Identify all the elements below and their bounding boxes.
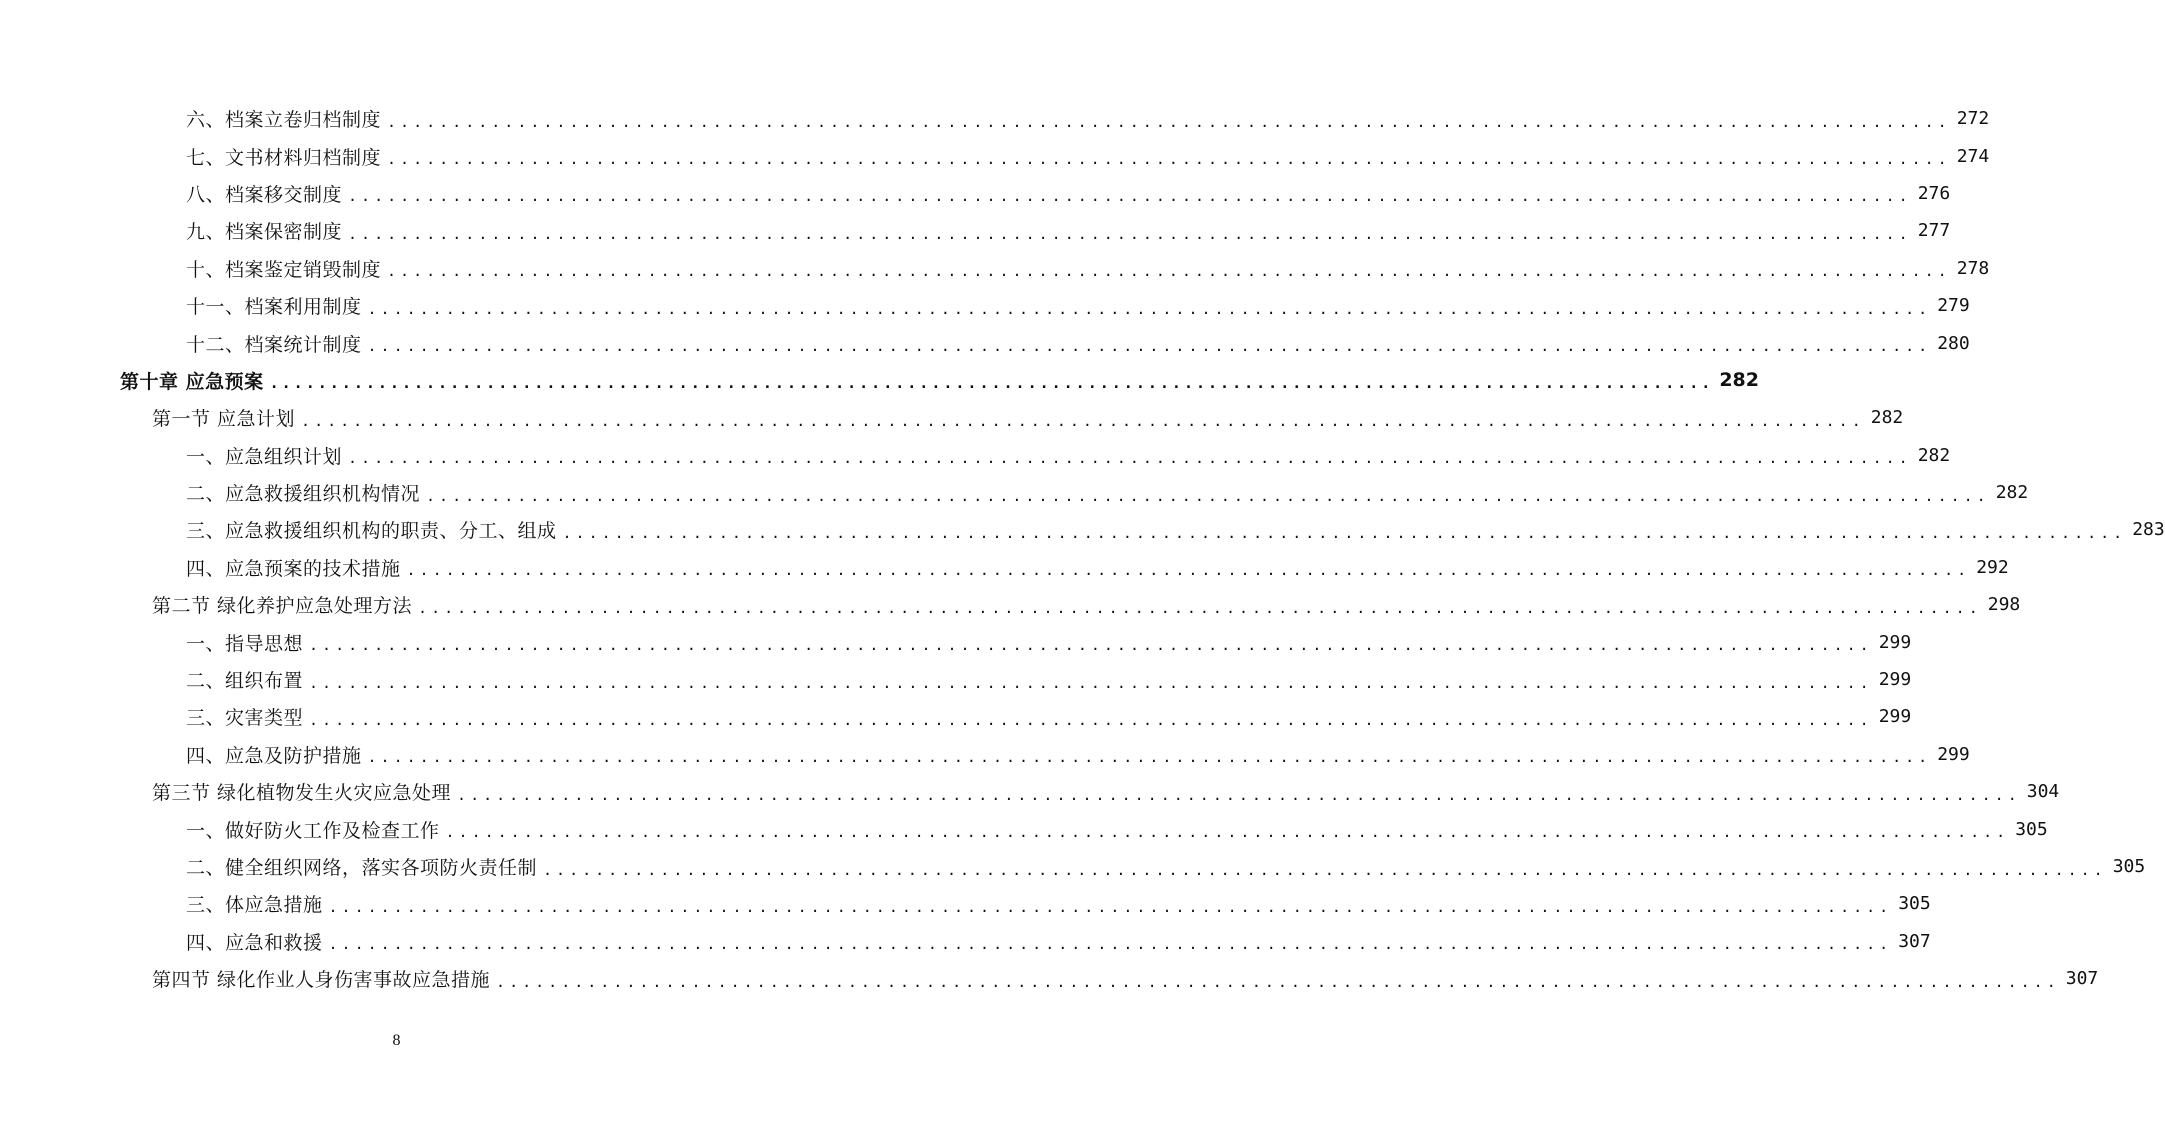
toc-entry-page: 305 (2015, 818, 2048, 840)
toc-dot-leader: ........................................................................................................................ (445, 823, 2010, 842)
toc-entry-title: 第四节 绿化作业人身伤害事故应急措施 (152, 969, 491, 992)
toc-dot-leader: ........................................................................................................................ (367, 748, 1932, 767)
toc-dot-leader: ........................................................................................................................ (328, 897, 1893, 916)
toc-entry-page: 299 (1878, 706, 1912, 728)
toc-entry[interactable] (0, 175, 1951, 212)
toc-dot-leader: ........................................................................................................................ (426, 486, 1990, 505)
toc-entry-page: 292 (1976, 556, 2009, 578)
page-number: 8 (392, 1032, 401, 1049)
toc-entry-page: 282 (1719, 369, 1759, 392)
toc-entry-page: 307 (2065, 968, 2099, 990)
toc-dot-leader: ........................................................................................................................ (562, 523, 2127, 542)
toc-entry-page: 278 (1956, 257, 1990, 279)
toc-entry[interactable] (0, 362, 1759, 399)
toc-entry-title: 二、组织布置 (186, 670, 304, 693)
toc-dot-leader: ........................................................................................................................ (387, 112, 1951, 131)
toc-dot-leader: ........................................................................................................................ (309, 710, 1873, 729)
toc-entry[interactable] (0, 437, 1951, 474)
toc-entry[interactable] (0, 810, 2048, 847)
table-of-contents (0, 100, 2165, 997)
toc-dot-leader: ........................................................................................................................ (301, 411, 1865, 430)
toc-entry-page: 304 (2026, 781, 2060, 803)
toc-entry-page: 299 (1878, 669, 1912, 691)
toc-entry[interactable] (0, 212, 1951, 249)
toc-entry[interactable] (0, 698, 1912, 735)
toc-entry-title: 七、文书材料归档制度 (186, 146, 382, 169)
toc-dot-leader: ........................................................................................................................ (457, 785, 2021, 804)
toc-entry[interactable] (0, 736, 1970, 773)
toc-entry-page: 276 (1917, 182, 1951, 204)
toc-entry-title: 二、应急救援组织机构情况 (186, 483, 421, 506)
toc-dot-leader: ........................................................................................................................ (328, 935, 1893, 954)
toc-entry-title: 十、档案鉴定销毁制度 (186, 258, 382, 281)
toc-dot-leader: ........................................................................................................................ (367, 299, 1932, 318)
toc-entry-title: 十一、档案利用制度 (186, 296, 362, 319)
toc-entry[interactable] (0, 137, 1990, 174)
toc-dot-leader: ........................................................................................................................ (543, 860, 2107, 879)
toc-dot-leader: ........................................................................................................................ (496, 972, 2060, 991)
toc-entry-page: 307 (1898, 930, 1931, 952)
toc-dot-leader: ........................................................................................................................ (269, 374, 1714, 393)
toc-entry-page: 283 (2132, 519, 2165, 541)
toc-entry-page: 299 (1937, 743, 1970, 765)
toc-dot-leader: ........................................................................................................................ (387, 262, 1951, 281)
toc-entry[interactable] (0, 661, 1912, 698)
toc-entry[interactable] (0, 848, 2146, 885)
toc-entry-page: 279 (1937, 295, 1970, 317)
toc-entry-title: 二、健全组织网络，落实各项防火责任制 (186, 857, 538, 879)
toc-entry-title: 第二节 绿化养护应急处理方法 (152, 595, 413, 618)
toc-entry-title: 一、指导思想 (186, 632, 304, 655)
toc-entry[interactable] (0, 549, 2009, 586)
toc-entry-page: 282 (1995, 482, 2029, 504)
toc-entry-page: 282 (1917, 444, 1951, 466)
toc-entry[interactable] (0, 960, 2099, 997)
toc-entry-title: 一、做好防火工作及检查工作 (186, 819, 440, 842)
toc-entry-page: 299 (1878, 631, 1912, 653)
toc-entry[interactable] (0, 923, 1931, 960)
toc-entry[interactable] (0, 773, 2060, 810)
toc-entry[interactable] (0, 623, 1912, 660)
toc-entry-page: 305 (2112, 856, 2146, 877)
toc-entry-title: 六、档案立卷归档制度 (186, 109, 382, 132)
toc-entry-page: 272 (1956, 108, 1990, 130)
toc-entry[interactable] (0, 885, 1931, 922)
toc-entry[interactable] (0, 474, 2029, 511)
toc-dot-leader: ........................................................................................................................ (309, 636, 1873, 655)
toc-entry-page: 280 (1937, 332, 1970, 354)
toc-entry-title: 第十章 应急预案 (120, 370, 264, 393)
toc-entry-title: 八、档案移交制度 (186, 183, 343, 206)
toc-entry-page: 282 (1870, 407, 1904, 429)
toc-dot-leader: ........................................................................................................................ (418, 598, 1982, 617)
toc-entry-title: 第三节 绿化植物发生火灾应急处理 (152, 782, 452, 805)
toc-entry[interactable] (0, 324, 1970, 361)
toc-dot-leader: ........................................................................................................................ (387, 150, 1951, 169)
toc-entry-title: 三、应急救援组织机构的职责、分工、组成 (186, 520, 557, 543)
toc-dot-leader: ........................................................................................................................ (406, 561, 1971, 580)
toc-entry[interactable] (0, 511, 2165, 548)
toc-dot-leader: ........................................................................................................................ (348, 449, 1912, 468)
toc-entry-title: 三、体应急措施 (186, 894, 323, 917)
toc-entry-title: 三、灾害类型 (186, 707, 304, 730)
toc-dot-leader: ........................................................................................................................ (348, 187, 1912, 206)
toc-entry[interactable] (0, 100, 1990, 137)
toc-entry-title: 四、应急及防护措施 (186, 744, 362, 767)
toc-dot-leader: ........................................................................................................................ (348, 224, 1912, 243)
toc-entry-title: 九、档案保密制度 (186, 221, 343, 244)
toc-entry[interactable] (0, 287, 1970, 324)
toc-entry-title: 一、应急组织计划 (186, 445, 343, 468)
toc-entry-page: 298 (1987, 594, 2021, 616)
toc-entry[interactable] (0, 250, 1990, 287)
toc-dot-leader: ........................................................................................................................ (367, 337, 1932, 356)
toc-entry-title: 第一节 应急计划 (152, 408, 296, 431)
toc-entry-title: 四、应急预案的技术措施 (186, 557, 401, 580)
toc-entry-page: 274 (1956, 145, 1990, 167)
toc-entry-page: 277 (1917, 220, 1951, 242)
toc-entry-title: 四、应急和救援 (186, 931, 323, 954)
toc-entry-page: 305 (1898, 893, 1931, 915)
toc-entry[interactable] (0, 399, 1904, 436)
toc-entry[interactable] (0, 586, 2021, 623)
toc-dot-leader: ........................................................................................................................ (309, 673, 1873, 692)
toc-entry-title: 十二、档案统计制度 (186, 333, 362, 356)
